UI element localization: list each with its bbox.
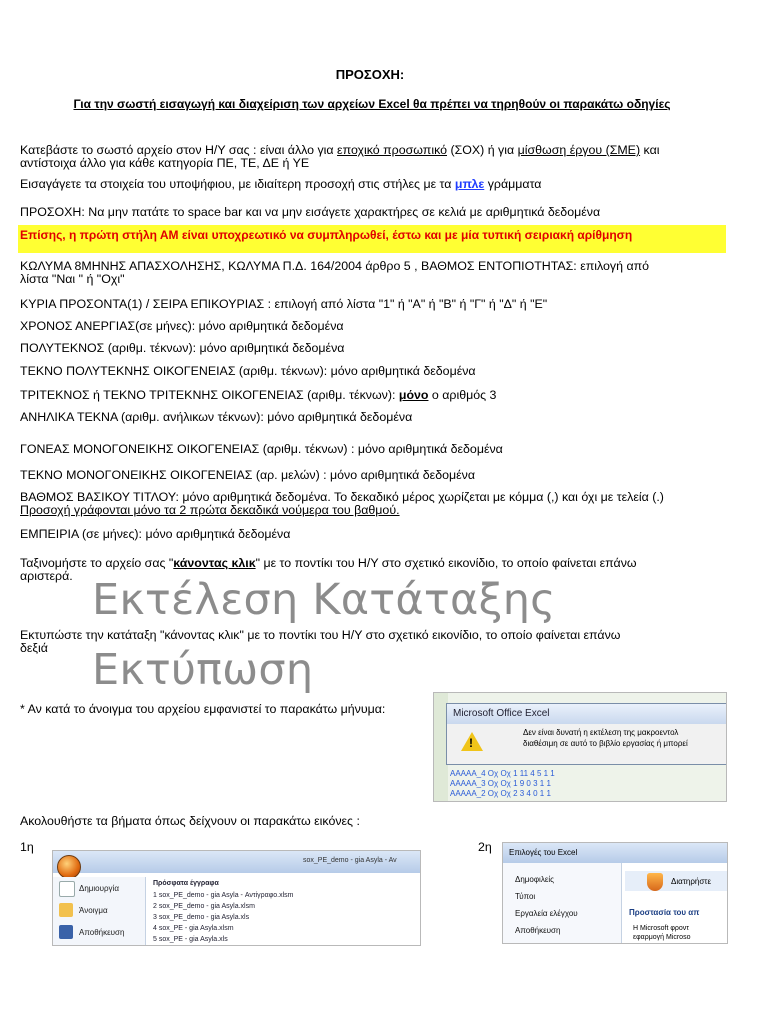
options-item-popular: Δημοφιλείς <box>515 875 555 884</box>
text: Κατεβάστε το σωστό αρχείο στον Η/Υ σας : είναι άλλο για <box>20 143 338 157</box>
paragraph-kolyma: ΚΩΛΥΜΑ 8ΜΗΝΗΣ ΑΠΑΣΧΟΛΗΣΗΣ, ΚΩΛΥΜΑ Π.Δ. 164/2004 άρθρο 5 , ΒΑΘΜΟΣ ΕΝΤΟΠΙΟΤΗΤΑΣ: επιλογή από <box>20 259 650 273</box>
text: Ταξινομήστε το αρχείο σας " <box>20 556 174 570</box>
page-subtitle: Για την σωστή εισαγωγή και διαχείριση των αρχείων Excel θα πρέπει να τηρηθούν οι παρακάτω οδηγίες <box>73 97 671 111</box>
step-label-1: 1η <box>20 840 34 854</box>
paragraph-main-qualifications: ΚΥΡΙΑ ΠΡΟΣΟΝΤΑ(1) / ΣΕΙΡΑ ΕΠΙΚΟΥΡΙΑΣ : επιλογή από λίστα "1" ή "Α" ή "Β" ή "Γ" ή "Δ" ή "Ε" <box>20 297 548 311</box>
paragraph-print-line2: δεξιά <box>20 641 48 655</box>
paragraph-child-single-parent: ΤΕΚΝΟ ΜΟΝΟΓΟΝΕΙΚΗΣ ΟΙΚΟΓΕΝΕΙΑΣ (αρ. μελών) : μόνο αριθμητικά δεδομένα <box>20 468 476 482</box>
sheet-row: AAAAA_2 Οχ Οχ 2 3 4 0 1 1 <box>450 789 551 798</box>
execute-ranking-button-image: Εκτέλεση Κατάταξης <box>92 575 556 625</box>
blue-word: μπλε <box>454 177 485 191</box>
recent-documents-header: Πρόσφατα έγγραφα <box>153 880 219 887</box>
macro-warning-screenshot <box>433 692 727 802</box>
text: ΤΡΙΤΕΚΝΟΣ ή ΤΕΚΝΟ ΤΡΙΤΕΚΝΗΣ ΟΙΚΟΓΕΝΕΙΑΣ (αριθμ. τέκνων): <box>20 388 399 402</box>
paragraph-minor-children: ΑΝΗΛΙΚΑ ΤΕΚΝΑ (αριθμ. ανήλικων τέκνων): μόνο αριθμητικά δεδομένα <box>20 410 413 424</box>
recent-file: 2 sox_PE_demo - gia Asyla.xlsm <box>153 903 255 910</box>
paragraph-unemployment: ΧΡΟΝΟΣ ΑΝΕΡΓΙΑΣ(σε μήνες): μόνο αριθμητικά δεδομένα <box>20 319 344 333</box>
options-item-save: Αποθήκευση <box>515 926 561 935</box>
emphasis-click: κάνοντας κλικ <box>173 556 256 570</box>
menu-item-open: Άνοιγμα <box>79 906 108 915</box>
options-right-sub: Προστασία του απ <box>629 908 700 917</box>
step-label-2: 2η <box>478 840 492 854</box>
recent-file: 3 sox_PE_demo - gia Asyla.xls <box>153 914 250 921</box>
paragraph-sort-line2: αριστερά. <box>20 569 73 583</box>
text: ο αριθμός 3 <box>428 388 497 402</box>
paragraph-polyteknos: ΠΟΛΥΤΕΚΝΟΣ (αριθμ. τέκνων): μόνο αριθμητικά δεδομένα <box>20 341 345 355</box>
dialog-message-line2: διαθέσιμη σε αυτό το βιβλίο εργασίας ή μπορεί <box>523 739 688 748</box>
window-title: sox_PE_demo - gia Asyla - Av <box>303 857 397 864</box>
sheet-row: AAAAA_3 Οχ Οχ 1 9 0 3 1 1 <box>450 779 551 788</box>
options-title: Επιλογές του Excel <box>509 848 578 857</box>
options-item-formulas: Τύποι <box>515 892 536 901</box>
open-folder-icon <box>59 903 73 917</box>
excel-options-screenshot <box>502 842 728 944</box>
paragraph-am-required: Επίσης, η πρώτη στήλη ΑΜ είναι υποχρεωτικό να συμπληρωθεί, έστω και με μία τυπική σειριακή αρίθμηση <box>20 228 633 242</box>
paragraph-sort <box>20 556 637 571</box>
options-right-heading: Διατηρήστε <box>671 877 712 886</box>
text: (ΣΟΧ) ή για <box>447 143 518 157</box>
emphasis-only: μόνο <box>398 388 429 402</box>
text: και <box>640 143 660 157</box>
paragraph-kolyma-line2: λίστα "Ναι " ή "Οχι" <box>20 272 125 286</box>
office-menu-left <box>53 877 146 945</box>
page-title: ΠΡΟΣΟΧΗ: <box>335 67 405 82</box>
paragraph-child-polyteknos: ΤΕΚΝΟ ΠΟΛΥΤΕΚΝΗΣ ΟΙΚΟΓΕΝΕΙΑΣ (αριθμ. τέκνων): μόνο αριθμητικά δεδομένα <box>20 364 476 378</box>
excel-dialog <box>446 703 727 765</box>
recent-file: 5 sox_PE - gia Asyla.xls <box>153 936 228 943</box>
options-item-proofing: Εργαλεία ελέγχου <box>515 909 578 918</box>
recent-file: 4 sox_PE - gia Asyla.xlsm <box>153 925 234 932</box>
menu-item-new: Δημιουργία <box>79 884 119 893</box>
text: " με το ποντίκι του Η/Υ στο σχετικό εικονίδιο, το οποίο φαίνεται επάνω <box>255 556 637 570</box>
recent-file: 1 sox_PE_demo - gia Asyla - Αντίγραφο.xlsm <box>153 892 294 899</box>
shield-icon <box>647 873 663 891</box>
paragraph-single-parent: ΓΟΝΕΑΣ ΜΟΝΟΓΟΝΕΙΚΗΣ ΟΙΚΟΓΕΝΕΙΑΣ (αριθμ. τέκνων) : μόνο αριθμητικά δεδομένα <box>20 442 503 456</box>
paragraph-follow-steps: Ακολουθήστε τα βήματα όπως δείχνουν οι παρακάτω εικόνες : <box>20 814 360 828</box>
link-seasonal-staff: εποχικό προσωπικό <box>337 143 448 157</box>
text: γράμματα <box>484 177 542 191</box>
paragraph-degree-grade: ΒΑΘΜΟΣ ΒΑΣΙΚΟΥ ΤΙΤΛΟΥ: μόνο αριθμητικά δεδομένα. Το δεκαδικό μέρος χωρίζεται με κόμμα (,) και όχι με τελεία (.) <box>20 490 664 504</box>
dialog-title: Microsoft Office Excel <box>447 704 727 724</box>
options-right-line2: εφαρμογή Microso <box>633 934 691 941</box>
link-contract-work: μίσθωση έργου (ΣΜΕ) <box>517 143 641 157</box>
paragraph-experience: ΕΜΠΕΙΡΙΑ (σε μήνες): μόνο αριθμητικά δεδομένα <box>20 527 291 541</box>
paragraph-degree-grade-line2: Προσοχή γράφονται μόνο τα 2 πρώτα δεκαδικά νούμερα του βαθμού. <box>20 503 400 517</box>
paragraph-macro-message: * Αν κατά το άνοιγμα του αρχείου εμφανιστεί το παρακάτω μήνυμα: <box>20 702 386 716</box>
new-document-icon <box>59 881 75 897</box>
paragraph-enter-data <box>20 177 541 192</box>
warning-icon <box>461 732 483 751</box>
menu-item-save: Αποθήκευση <box>79 928 125 937</box>
paragraph-triteknos <box>20 388 496 403</box>
dialog-message-line1: Δεν είναι δυνατή η εκτέλεση της μακροεντολ <box>523 728 679 737</box>
paragraph-download-line2: αντίστοιχα άλλο για κάθε κατηγορία ΠΕ, ΤΕ, ΔΕ ή ΥΕ <box>20 156 310 170</box>
paragraph-warning-space: ΠΡΟΣΟΧΗ: Να μην πατάτε το space bar και να μην εισάγετε χαρακτήρες σε κελιά με αριθμητικά δεδομένα <box>20 205 601 219</box>
save-icon <box>59 925 73 939</box>
text: Εισαγάγετε τα στοιχεία του υποψήφιου, με ιδιαίτερη προσοχή στις στήλες με τα <box>20 177 455 191</box>
sheet-row: AAAAA_4 Οχ Οχ 1 11 4 5 1 1 <box>450 769 555 778</box>
options-right-line1: Η Microsoft φροντ <box>633 925 690 932</box>
print-button-image: Εκτύπωση <box>92 645 314 695</box>
office-button-icon <box>57 855 81 879</box>
paragraph-print: Εκτυπώστε την κατάταξη "κάνοντας κλικ" με το ποντίκι του Η/Υ στο σχετικό εικονίδιο, το οποίο φαίνεται επάνω <box>20 628 621 642</box>
office-menu-screenshot <box>52 850 421 946</box>
